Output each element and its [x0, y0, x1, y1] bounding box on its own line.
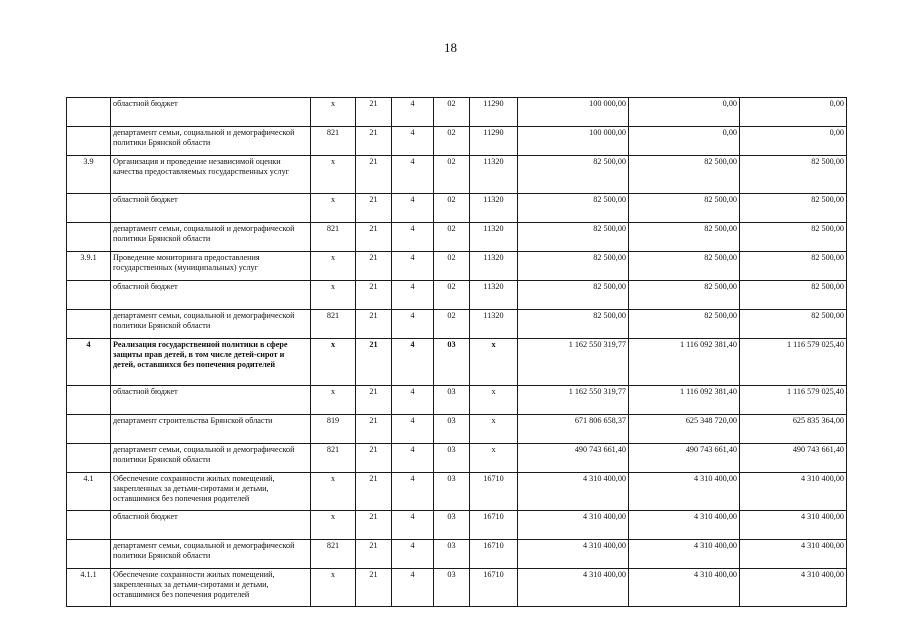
amount-year-1: 82 500,00 [518, 223, 629, 252]
amount-year-2: 0,00 [629, 127, 740, 156]
expense-code: 11320 [470, 223, 518, 252]
expense-code: 11320 [470, 156, 518, 194]
row-number [67, 540, 111, 569]
subsection-code: 4 [392, 415, 434, 444]
section-code: 21 [356, 386, 392, 415]
amount-year-2: 4 310 400,00 [629, 473, 740, 511]
subsection-code: 4 [392, 444, 434, 473]
row-number [67, 281, 111, 310]
program-code: 02 [434, 194, 470, 223]
subsection-code: 4 [392, 194, 434, 223]
row-number: 4.1.1 [67, 569, 111, 607]
program-code: 03 [434, 386, 470, 415]
amount-year-2: 82 500,00 [629, 252, 740, 281]
table-row [67, 511, 847, 540]
amount-year-3: 1 116 579 025,40 [740, 386, 847, 415]
row-number: 3.9 [67, 156, 111, 194]
row-description: Организация и проведение независимой оценки качества предоставляемых государственных услуг [111, 156, 311, 194]
amount-year-2: 82 500,00 [629, 223, 740, 252]
amount-year-1: 4 310 400,00 [518, 511, 629, 540]
row-description: областной бюджет [111, 511, 311, 540]
amount-year-1: 82 500,00 [518, 252, 629, 281]
table-row [67, 194, 847, 223]
row-number [67, 386, 111, 415]
table-row [67, 540, 847, 569]
expense-code: x [470, 415, 518, 444]
amount-year-3: 82 500,00 [740, 310, 847, 339]
amount-year-1: 100 000,00 [518, 98, 629, 127]
row-number: 3.9.1 [67, 252, 111, 281]
expense-code: 16710 [470, 511, 518, 540]
table-row [67, 310, 847, 339]
row-number [67, 444, 111, 473]
row-number: 4 [67, 339, 111, 386]
admin-code: x [311, 281, 356, 310]
admin-code: x [311, 98, 356, 127]
subsection-code: 4 [392, 252, 434, 281]
amount-year-2: 82 500,00 [629, 156, 740, 194]
admin-code: x [311, 386, 356, 415]
program-code: 02 [434, 156, 470, 194]
table-row [67, 386, 847, 415]
section-code: 21 [356, 98, 392, 127]
section-code: 21 [356, 281, 392, 310]
row-number [67, 415, 111, 444]
section-code: 21 [356, 540, 392, 569]
section-code: 21 [356, 156, 392, 194]
table-row [67, 127, 847, 156]
expense-code: 11320 [470, 310, 518, 339]
row-description: областной бюджет [111, 98, 311, 127]
row-description: департамент семьи, социальной и демографической политики Брянской области [111, 540, 311, 569]
admin-code: x [311, 339, 356, 386]
expense-code: x [470, 339, 518, 386]
program-code: 03 [434, 415, 470, 444]
table-row [67, 223, 847, 252]
table-row [67, 444, 847, 473]
amount-year-2: 82 500,00 [629, 281, 740, 310]
expense-code: x [470, 444, 518, 473]
row-description: областной бюджет [111, 281, 311, 310]
subsection-code: 4 [392, 511, 434, 540]
subsection-code: 4 [392, 156, 434, 194]
subsection-code: 4 [392, 310, 434, 339]
expense-code: 11320 [470, 194, 518, 223]
amount-year-2: 0,00 [629, 98, 740, 127]
amount-year-2: 1 116 092 381,40 [629, 339, 740, 386]
table-row [67, 156, 847, 194]
amount-year-1: 4 310 400,00 [518, 540, 629, 569]
amount-year-3: 4 310 400,00 [740, 569, 847, 607]
program-code: 02 [434, 281, 470, 310]
section-code: 21 [356, 310, 392, 339]
amount-year-3: 4 310 400,00 [740, 540, 847, 569]
amount-year-1: 1 162 550 319,77 [518, 386, 629, 415]
amount-year-2: 82 500,00 [629, 310, 740, 339]
amount-year-3: 82 500,00 [740, 194, 847, 223]
amount-year-3: 625 835 364,00 [740, 415, 847, 444]
admin-code: 821 [311, 310, 356, 339]
amount-year-2: 82 500,00 [629, 194, 740, 223]
admin-code: x [311, 252, 356, 281]
section-code: 21 [356, 339, 392, 386]
amount-year-2: 4 310 400,00 [629, 511, 740, 540]
program-code: 03 [434, 444, 470, 473]
expense-code: 11290 [470, 127, 518, 156]
row-description: областной бюджет [111, 194, 311, 223]
row-description: департамент семьи, социальной и демографической политики Брянской области [111, 444, 311, 473]
row-number [67, 98, 111, 127]
amount-year-3: 0,00 [740, 98, 847, 127]
amount-year-3: 4 310 400,00 [740, 511, 847, 540]
row-description: департамент строительства Брянской области [111, 415, 311, 444]
admin-code: x [311, 511, 356, 540]
program-code: 02 [434, 98, 470, 127]
section-code: 21 [356, 194, 392, 223]
amount-year-2: 1 116 092 381,40 [629, 386, 740, 415]
table-row [67, 473, 847, 511]
section-code: 21 [356, 252, 392, 281]
row-description: областной бюджет [111, 386, 311, 415]
amount-year-2: 4 310 400,00 [629, 540, 740, 569]
table-row [67, 281, 847, 310]
amount-year-1: 4 310 400,00 [518, 569, 629, 607]
section-code: 21 [356, 569, 392, 607]
amount-year-3: 82 500,00 [740, 281, 847, 310]
row-number [67, 511, 111, 540]
expense-code: 16710 [470, 473, 518, 511]
amount-year-1: 82 500,00 [518, 281, 629, 310]
amount-year-1: 82 500,00 [518, 310, 629, 339]
row-number [67, 127, 111, 156]
subsection-code: 4 [392, 386, 434, 415]
row-description: департамент семьи, социальной и демографической политики Брянской области [111, 223, 311, 252]
expense-code: 16710 [470, 569, 518, 607]
admin-code: x [311, 156, 356, 194]
subsection-code: 4 [392, 473, 434, 511]
expense-code: x [470, 386, 518, 415]
subsection-code: 4 [392, 339, 434, 386]
section-code: 21 [356, 127, 392, 156]
admin-code: 821 [311, 540, 356, 569]
expense-code: 11320 [470, 281, 518, 310]
expense-code: 16710 [470, 540, 518, 569]
row-description: департамент семьи, социальной и демографической политики Брянской области [111, 127, 311, 156]
admin-code: x [311, 473, 356, 511]
amount-year-3: 490 743 661,40 [740, 444, 847, 473]
amount-year-3: 1 116 579 025,40 [740, 339, 847, 386]
table-row [67, 415, 847, 444]
amount-year-1: 82 500,00 [518, 194, 629, 223]
section-code: 21 [356, 511, 392, 540]
page-number: 18 [444, 40, 457, 55]
row-description: департамент семьи, социальной и демографической политики Брянской области [111, 310, 311, 339]
table-row [67, 98, 847, 127]
row-description: Проведение мониторинга предоставления государственных (муниципальных) услуг [111, 252, 311, 281]
subsection-code: 4 [392, 540, 434, 569]
table-row [67, 569, 847, 607]
admin-code: 819 [311, 415, 356, 444]
amount-year-3: 82 500,00 [740, 156, 847, 194]
row-number [67, 194, 111, 223]
subsection-code: 4 [392, 281, 434, 310]
amount-year-1: 82 500,00 [518, 156, 629, 194]
amount-year-1: 1 162 550 319,77 [518, 339, 629, 386]
admin-code: 821 [311, 444, 356, 473]
admin-code: x [311, 569, 356, 607]
subsection-code: 4 [392, 223, 434, 252]
amount-year-3: 82 500,00 [740, 252, 847, 281]
amount-year-1: 671 806 658,37 [518, 415, 629, 444]
table-row [67, 339, 847, 386]
program-code: 02 [434, 223, 470, 252]
expense-code: 11290 [470, 98, 518, 127]
program-code: 02 [434, 127, 470, 156]
program-code: 02 [434, 252, 470, 281]
subsection-code: 4 [392, 127, 434, 156]
program-code: 03 [434, 473, 470, 511]
amount-year-1: 100 000,00 [518, 127, 629, 156]
amount-year-3: 82 500,00 [740, 223, 847, 252]
section-code: 21 [356, 223, 392, 252]
row-description: Обеспечение сохранности жилых помещений, закрепленных за детьми-сиротами и детьми, оставшимися без попечения родителей [111, 473, 311, 511]
program-code: 03 [434, 540, 470, 569]
amount-year-3: 0,00 [740, 127, 847, 156]
admin-code: x [311, 194, 356, 223]
amount-year-1: 4 310 400,00 [518, 473, 629, 511]
program-code: 03 [434, 511, 470, 540]
subsection-code: 4 [392, 569, 434, 607]
program-code: 03 [434, 569, 470, 607]
budget-table [66, 97, 847, 607]
row-description: Обеспечение сохранности жилых помещений, закрепленных за детьми-сиротами и детьми, оставшимися без попечения родителей [111, 569, 311, 607]
amount-year-2: 490 743 661,40 [629, 444, 740, 473]
admin-code: 821 [311, 223, 356, 252]
expense-code: 11320 [470, 252, 518, 281]
program-code: 02 [434, 310, 470, 339]
row-number [67, 223, 111, 252]
section-code: 21 [356, 415, 392, 444]
row-number [67, 310, 111, 339]
amount-year-3: 4 310 400,00 [740, 473, 847, 511]
table-row [67, 252, 847, 281]
amount-year-2: 625 348 720,00 [629, 415, 740, 444]
program-code: 03 [434, 339, 470, 386]
row-number: 4.1 [67, 473, 111, 511]
section-code: 21 [356, 444, 392, 473]
subsection-code: 4 [392, 98, 434, 127]
amount-year-2: 4 310 400,00 [629, 569, 740, 607]
row-description: Реализация государственной политики в сфере защиты прав детей, в том числе детей-сирот и детей, оставшихся без попечения родителей [111, 339, 311, 386]
admin-code: 821 [311, 127, 356, 156]
amount-year-1: 490 743 661,40 [518, 444, 629, 473]
table-body [67, 98, 847, 607]
section-code: 21 [356, 473, 392, 511]
